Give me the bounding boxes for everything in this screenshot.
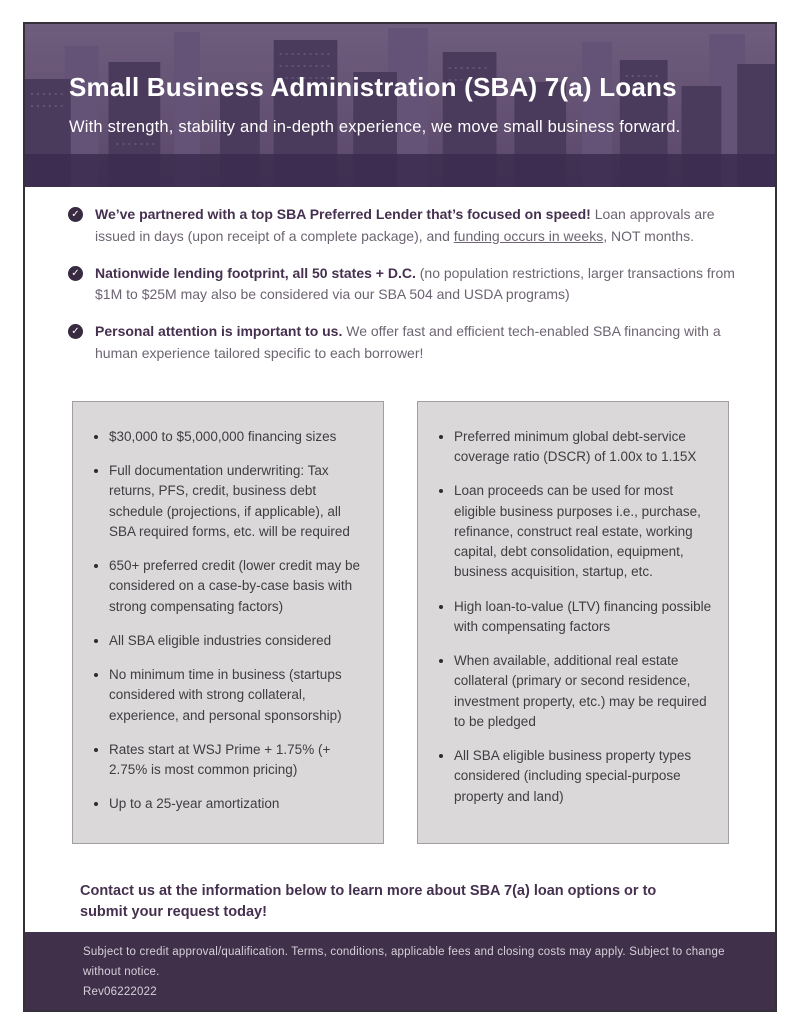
list-item [432,597,714,638]
hero-header [25,24,775,187]
bullet-dot-icon [94,748,98,752]
highlight-item [68,321,749,365]
list-item-text: Up to a 25-year amortization [109,796,280,812]
list-item [432,481,714,582]
list-item [87,794,369,814]
loan-usage-list [432,427,714,807]
list-item [432,746,714,807]
bullet-dot-icon [439,605,443,609]
bullet-dot-icon [94,802,98,806]
highlight-segment: Personal attention is important to us. [95,323,343,340]
list-item-text: Preferred minimum global debt-service coverage ratio (DSCR) of 1.00x to 1.15X [454,428,697,465]
bullet-dot-icon [94,469,98,473]
highlight-segment: Nationwide lending footprint, all 50 states + D.C. [95,264,416,281]
page-subtitle: With strength, stability and in-depth experience, we move small business forward. [69,118,681,136]
check-circle-icon: ✓ [68,266,83,281]
loan-terms-box [72,401,384,844]
check-circle-icon: ✓ [68,324,83,339]
flyer-page [23,22,777,1012]
page-title: Small Business Administration (SBA) 7(a) Loans [69,72,677,102]
list-item [87,631,369,651]
highlight-segment: (no population restrictions, larger transactions from $1M to $25M may also be considered via our SBA 504 and USDA programs) [95,264,735,303]
list-item [87,427,369,447]
list-item-text: All SBA eligible industries considered [109,632,332,648]
bullet-dot-icon [439,659,443,663]
highlight-item [68,204,749,248]
list-item [87,665,369,726]
list-item [87,461,369,542]
footer-disclaimer: Subject to credit approval/qualification. Terms, conditions, applicable fees and closing costs may apply. Subject to change without notice. [83,945,725,978]
bullet-dot-icon [94,564,98,568]
list-item [87,740,369,781]
page-footer [25,932,775,1010]
highlight-item [68,263,749,307]
list-item [87,556,369,617]
bullet-dot-icon [94,673,98,677]
list-item-text: 650+ preferred credit (lower credit may be considered on a case-by-case basis with strong compensating factors) [109,558,360,614]
info-boxes-row [72,401,729,844]
highlight-text [95,263,749,307]
check-circle-icon: ✓ [68,207,83,222]
list-item-text: Rates start at WSJ Prime + 1.75% (+ 2.75% is most common pricing) [109,741,331,778]
highlight-segment: Loan approvals are issued in days (upon receipt of a complete package), and [95,206,715,244]
loan-terms-list [87,427,369,815]
contact-callout: Contact us at the information below to learn more about SBA 7(a) loan options or to submit your request today! [80,882,657,921]
list-item-text: All SBA eligible business property types considered (including special-purpose property and land) [454,748,692,804]
list-item-text: Full documentation underwriting: Tax returns, PFS, credit, business debt schedule (projections, if applicable), all SBA required forms, etc. will be required [109,463,350,539]
highlight-segment: We offer fast and efficient tech-enabled SBA financing with a human experience tailored specific to each borrower! [95,323,721,362]
bullet-dot-icon [439,435,443,439]
highlight-text [95,321,749,365]
bullet-dot-icon [94,435,98,439]
hero-text-block [25,24,775,137]
loan-usage-box [417,401,729,844]
list-item-text: High loan-to-value (LTV) financing possible with compensating factors [454,598,712,634]
list-item [432,651,714,732]
highlights-list [68,204,749,380]
list-item [432,427,714,468]
list-item-text: When available, additional real estate collateral (primary or second residence, investment property, etc.) may be required to be pledged [454,653,707,729]
bullet-dot-icon [439,754,443,758]
list-item-text: Loan proceeds can be used for most eligible business purposes i.e., purchase, refinance, construct real estate, working capital, debt consolidation, equipment, business acquisition, startup, etc. [454,483,701,580]
footer-revision: Rev06222022 [83,985,157,998]
list-item-text: No minimum time in business (startups considered with strong collateral, experience, and personal sponsorship) [109,667,342,723]
highlight-segment: , NOT months. [603,227,694,244]
list-item-text: $30,000 to $5,000,000 financing sizes [109,428,337,444]
highlight-segment: We’ve partnered with a top SBA Preferred Lender that’s focused on speed! [95,206,591,222]
highlight-text [95,204,749,248]
bullet-dot-icon [439,489,443,493]
highlight-segment: funding occurs in weeks [453,227,604,244]
bullet-dot-icon [94,639,98,643]
